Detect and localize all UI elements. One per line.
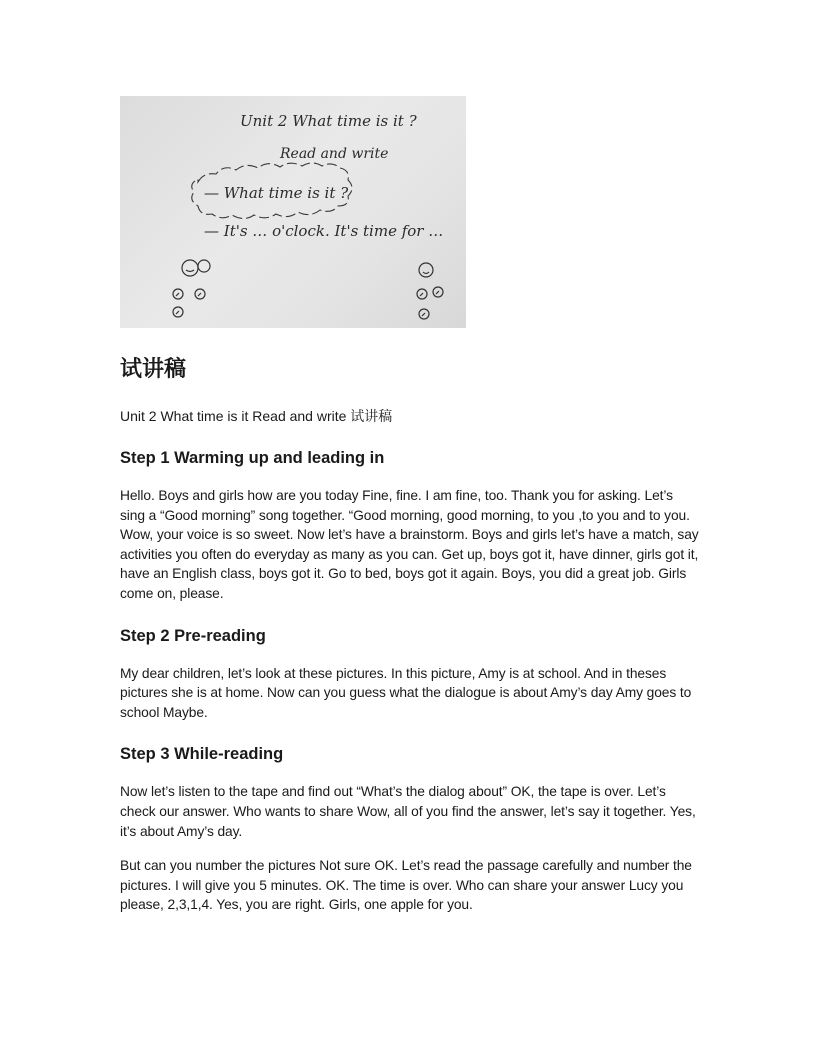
handwriting-line-2: Read and write <box>280 146 389 162</box>
right-faces-doodle <box>417 263 443 319</box>
handwriting-drawing <box>120 96 466 328</box>
section-step-2 <box>120 624 700 723</box>
section-paragraph: Hello. Boys and girls how are you today Fine, fine. I am fine, too. Thank you for asking. Let’s sing a “Good morning” song together. “Good morning, good morning, to you ,to you and to you. Wow, your voice is so sweet. Now let’s have a brainstorm. Boys and girls let’s have a match, say activities you often do everyday as many as you can. Get up, boys got it, have dinner, girls got it, have an English class, boys got it. Go to bed, boys got it again. Boys, you did a great job. Girls come on, please. <box>120 488 699 601</box>
handwriting-line-3: — What time is it ? <box>204 184 349 202</box>
blackboard-photo <box>120 96 466 328</box>
section-step-1 <box>120 446 700 604</box>
document-subtitle: Unit 2 What time is it Read and write 试讲稿 <box>120 408 393 424</box>
section-paragraph: My dear children, let’s look at these pictures. In this picture, Amy is at school. And in theses pictures she is at home. Now can you guess what the dialogue is about Amy’s day Amy goes to school Maybe. <box>120 665 692 720</box>
left-faces-doodle <box>173 260 210 317</box>
handwriting-line-1: Unit 2 What time is it ? <box>240 112 417 130</box>
handwriting-line-4: — It's … o'clock. It's time for … <box>204 222 444 240</box>
section-paragraph: But can you number the pictures Not sure OK. Let’s read the passage carefully and number the pictures. I will give you 5 minutes. OK. The time is over. Who can share your answer Lucy you please, 2,3,1,4. Yes, you are right. Girls, one apple for you. <box>120 858 692 913</box>
document-page <box>120 96 700 915</box>
section-heading: Step 1 Warming up and leading in <box>120 449 385 467</box>
section-paragraph: Now let’s listen to the tape and find out “What’s the dialog about” OK, the tape is over. Let’s check our answer. Who wants to share Wow, all of you find the answer, let’s say it together. Yes, it’s about Amy’s day. <box>120 784 696 839</box>
section-heading: Step 3 While-reading <box>120 745 284 764</box>
document-title: 试讲稿 <box>120 357 187 382</box>
section-step-3 <box>120 742 700 915</box>
section-heading: Step 2 Pre-reading <box>120 626 266 645</box>
